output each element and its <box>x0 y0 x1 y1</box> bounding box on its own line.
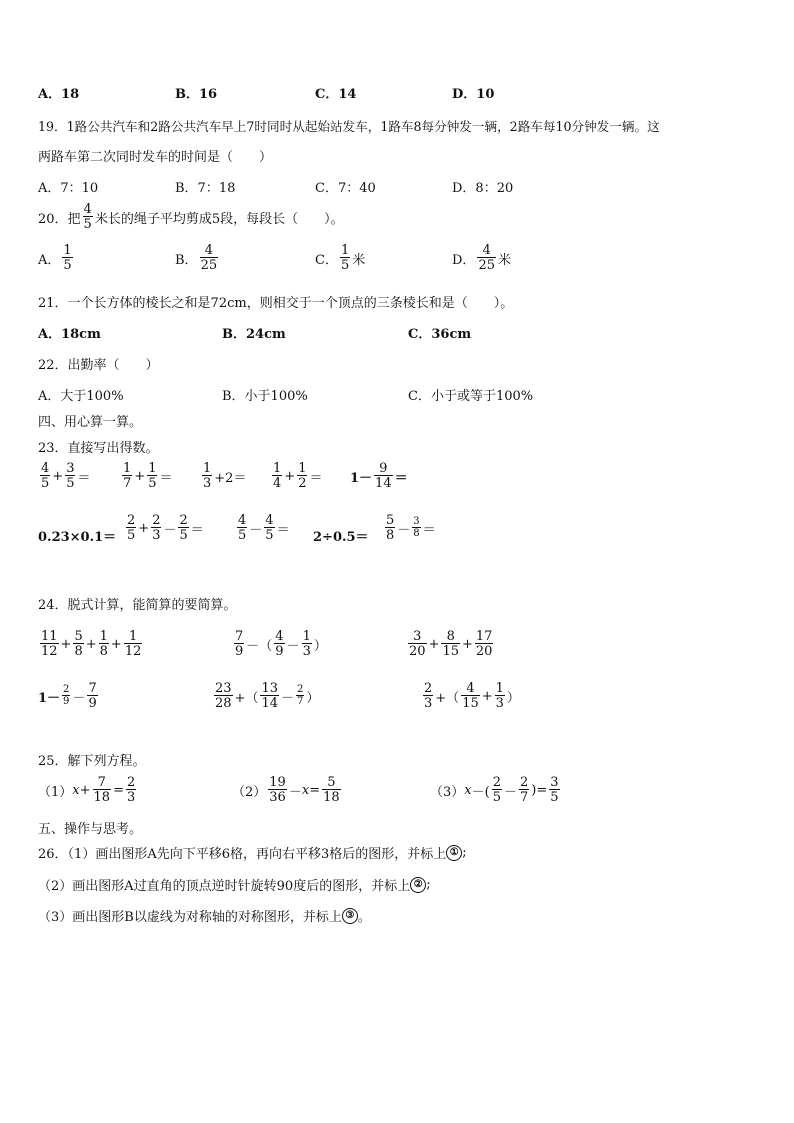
q24-expr-2: 7 9 －（ 4 9 － 1 3 ） <box>235 629 327 659</box>
q24-expr-5: 23 28 +（ 13 14 － 2 7 ） <box>215 681 320 711</box>
q20-question: 20．把 4 5 米长的绳子平均剪成5段，每段长（ ）。 <box>38 202 344 232</box>
q25-title: 25．解下列方程。 <box>38 754 146 769</box>
q25-equation-3: （3） x －( 2 5 － 2 7 )= $\frac{3}{5}$ <box>430 775 559 805</box>
section-4-title: 四、用心算一算。 <box>38 415 143 430</box>
q25-equation-1: （1） x + $\frac{7}{18}$ = $\frac{2}{3}$ <box>38 775 136 805</box>
q26-part-3: （3）画出图形B以虚线为对称轴的对称图形，并标上 ③ 。 <box>38 909 371 925</box>
q18-option-d: D．10 <box>452 87 495 102</box>
q22-question: 22．出勤率（ ） <box>38 358 159 373</box>
q18-option-b: B．16 <box>175 87 218 102</box>
q19-line2: 两路车第二次同时发车的时间是（ ） <box>38 150 273 165</box>
q19-option-b: B．7：18 <box>175 181 236 196</box>
q23-expr-4: 1 4 + $\frac{1}{2}$ ＝ <box>273 461 323 491</box>
q23-expr-9: 2÷0.5＝ <box>313 530 369 545</box>
q20-option-d: D． 4 25 米 <box>452 243 511 273</box>
q24-expr-4: 1－ 2 9 － 7 9 <box>38 681 97 711</box>
q19-line1: 19．1路公共汽车和2路公共汽车早上7时同时从起始站发车，1路车8每分钟发一辆，2路车每10分钟发一辆。这 <box>38 119 660 134</box>
q24-expr-6: 2 3 +（ 4 15 + $\frac{1}{3}$ ） <box>424 681 520 711</box>
q22-option-a: A．大于100% <box>38 389 124 404</box>
q20-option-b: B． 4 25 <box>175 243 218 273</box>
q22-option-b: B．小于100% <box>222 389 308 404</box>
q23-expr-8: 4 5 － 4 5 ＝ <box>238 513 290 543</box>
q23-expr-10: 5 8 － 3 8 ＝ <box>386 513 436 543</box>
q24-title: 24．脱式计算，能简算的要简算。 <box>38 598 237 613</box>
q20-option-c: C． 1 5 米 <box>315 243 366 273</box>
q21-option-b: B．24cm <box>222 327 286 342</box>
circled-number-3: ③ <box>342 908 358 924</box>
q18-option-c: C．14 <box>315 87 357 102</box>
q19-option-a: A．7：10 <box>38 181 99 196</box>
q25-equation-2: （2） 19 36 － x = $\frac{5}{18}$ <box>232 775 340 805</box>
q20-option-a: A． 1 5 <box>38 243 72 273</box>
q24-expr-3: 3 20 + $\frac{8}{15}$ + $\frac{17}{20}$ <box>409 629 493 659</box>
q26-part-2: （2）画出图形A过直角的顶点逆时针旋转90度后的图形，并标上 ② ; <box>38 877 431 894</box>
q23-expr-7: 2 5 + $\frac{2}{3}$ － 2 5 ＝ <box>127 513 204 543</box>
q23-expr-1: 4 5 + $\frac{3}{5}$ ＝ <box>41 461 91 491</box>
q23-title: 23．直接写出得数。 <box>38 441 159 456</box>
q23-expr-3: 1 3 +2＝ <box>203 461 247 491</box>
q23-expr-5: 1－ 9 14 ＝ <box>350 461 408 491</box>
q21-option-c: C．36cm <box>408 327 472 342</box>
q21-question: 21．一个长方体的棱长之和是72cm，则相交于一个顶点的三条棱长和是（ ）。 <box>38 296 514 311</box>
circled-number-1: ① <box>446 845 462 861</box>
q21-option-a: A．18cm <box>38 327 101 342</box>
q19-option-c: C．7：40 <box>315 181 376 196</box>
q22-option-c: C．小于或等于100% <box>408 389 534 404</box>
q19-option-d: D．8：20 <box>452 181 514 196</box>
section-5-title: 五、操作与思考。 <box>38 822 143 837</box>
q24-expr-1: 11 12 + $\frac{5}{8}$ + $\frac{1}{8}$ + $\frac{1}{12}$ <box>41 629 142 659</box>
q18-option-a: A．18 <box>38 87 80 102</box>
q23-expr-6: 0.23×0.1＝ <box>38 530 117 545</box>
q23-expr-2: 1 7 + $\frac{1}{5}$ ＝ <box>123 461 173 491</box>
circled-number-2: ② <box>410 877 426 893</box>
q26-part-1: 26．（1）画出图形A先向下平移6格，再向右平移3格后的图形，并标上 ① ; <box>38 845 467 862</box>
